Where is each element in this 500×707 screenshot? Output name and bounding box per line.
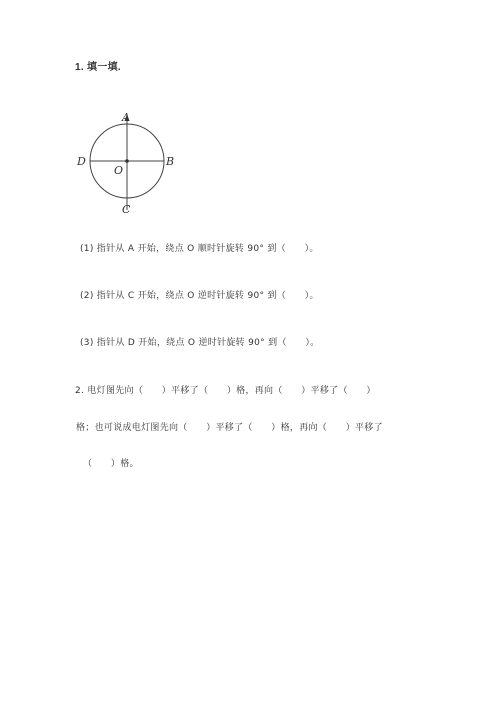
label-a: A [122,111,130,124]
clock-circle-diagram [74,107,184,217]
question-1-title: 1. 填一填. [75,62,121,73]
question-1-item-1: (1) 指针从 A 开始，绕点 O 顺时针旋转 90° 到（ ）。 [80,244,319,254]
label-o: O [114,164,124,177]
label-b: B [166,155,175,168]
label-d: D [77,155,86,168]
question-2-line-3: （ ）格。 [83,459,139,469]
question-1-item-2: (2) 指针从 C 开始，绕点 O 逆时针旋转 90° 到（ ）。 [80,291,319,301]
question-2-line-2: 格；也可说成电灯图先向（ ）平移了（ ）格，再向（ ）平移了 [76,423,383,433]
label-c: C [122,203,131,216]
question-1-item-3: (3) 指针从 D 开始，绕点 O 逆时针旋转 90° 到（ ）。 [80,338,320,348]
question-2-line-1: 2. 电灯图先向（ ）平移了（ ）格，再向（ ）平移了（ ） [75,386,376,396]
center-point [125,159,129,163]
